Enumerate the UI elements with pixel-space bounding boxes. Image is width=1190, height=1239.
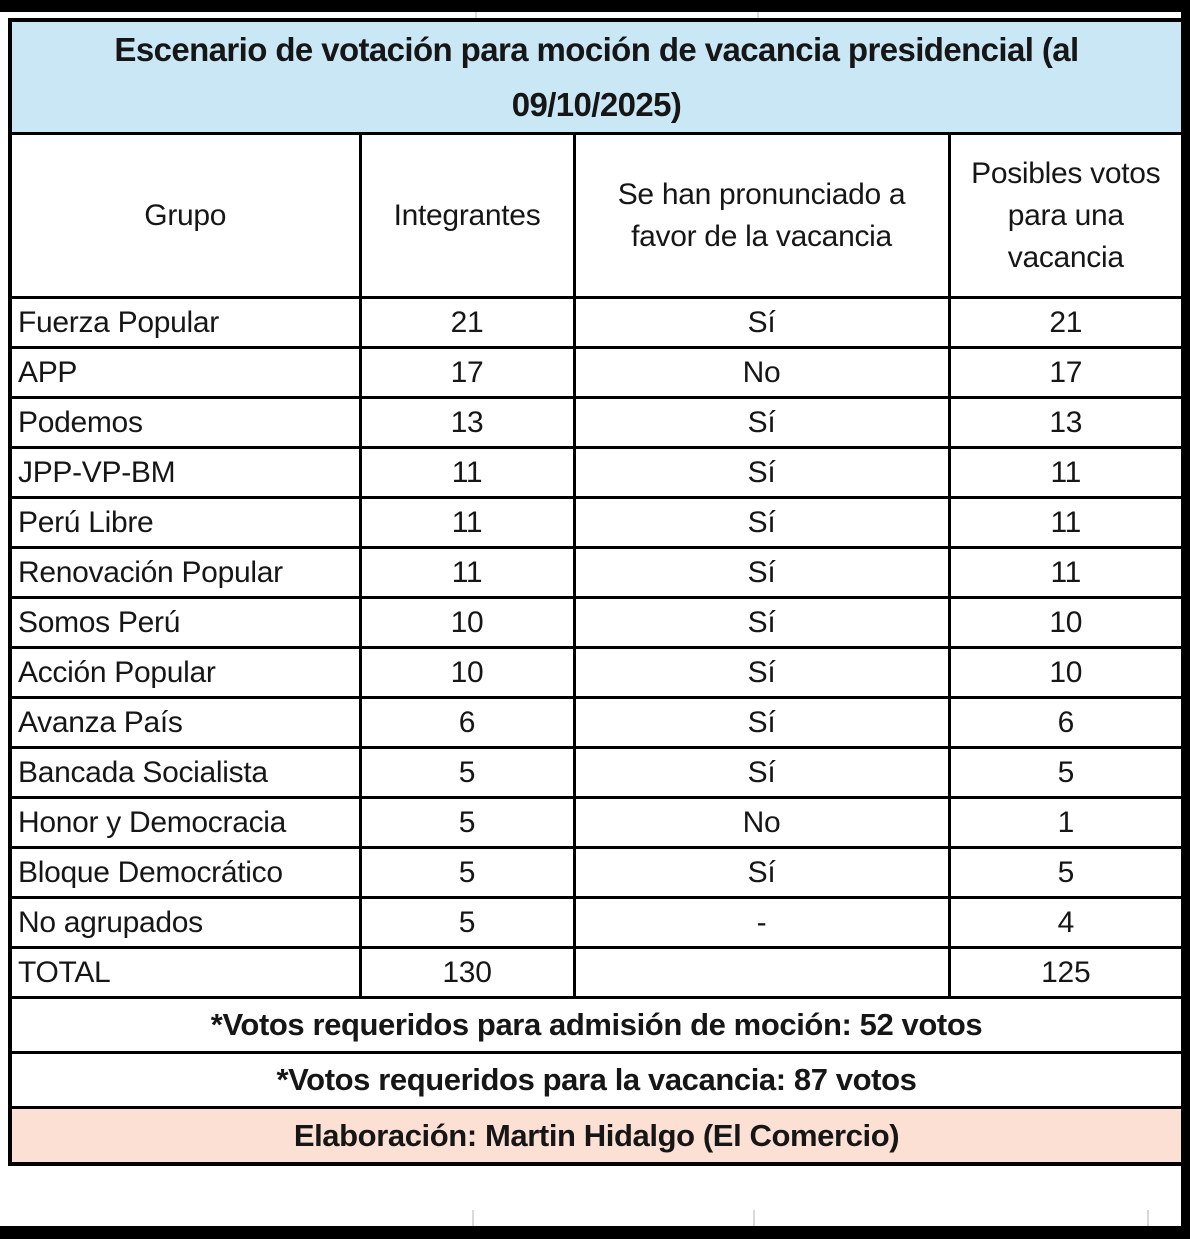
cell-pronunciado: Sí <box>574 748 949 798</box>
table-row <box>10 848 1183 898</box>
cell-grupo: Honor y Democracia <box>10 798 360 848</box>
cell-pronunciado: Sí <box>574 698 949 748</box>
cell-posibles: 10 <box>949 648 1183 698</box>
cell-grupo: Perú Libre <box>10 498 360 548</box>
table-row <box>10 448 1183 498</box>
cell-grupo: TOTAL <box>10 948 360 998</box>
cell-pronunciado: Sí <box>574 498 949 548</box>
table-row <box>10 698 1183 748</box>
gridline <box>472 1210 474 1226</box>
table-row <box>10 898 1183 948</box>
cell-pronunciado: No <box>574 348 949 398</box>
table-title <box>10 20 1183 134</box>
cell-integrantes: 5 <box>360 798 574 848</box>
spreadsheet-area <box>0 12 1181 1226</box>
cell-integrantes: 11 <box>360 548 574 598</box>
col-header-grupo: Grupo <box>10 134 360 298</box>
cell-grupo: Bloque Democrático <box>10 848 360 898</box>
cell-posibles: 5 <box>949 748 1183 798</box>
table-row <box>10 748 1183 798</box>
gridline <box>753 1210 755 1226</box>
col-header-posibles: Posibles votos para una vacancia <box>949 134 1183 298</box>
table-title-line1: Escenario de votación para moción de vacancia presidencial (al <box>114 31 1079 68</box>
cell-grupo: Bancada Socialista <box>10 748 360 798</box>
table-row <box>10 798 1183 848</box>
cell-grupo: APP <box>10 348 360 398</box>
table-title-row <box>10 20 1183 134</box>
cell-integrantes: 17 <box>360 348 574 398</box>
cell-pronunciado: Sí <box>574 398 949 448</box>
cell-pronunciado: No <box>574 798 949 848</box>
cell-posibles: 13 <box>949 398 1183 448</box>
cell-posibles: 10 <box>949 598 1183 648</box>
credit-line: Elaboración: Martin Hidalgo (El Comercio) <box>10 1108 1183 1165</box>
cell-integrantes: 13 <box>360 398 574 448</box>
cell-pronunciado: Sí <box>574 598 949 648</box>
note-row-vacancy <box>10 1053 1183 1108</box>
cell-integrantes: 5 <box>360 848 574 898</box>
cell-grupo: Acción Popular <box>10 648 360 698</box>
note-row-admission <box>10 998 1183 1053</box>
cell-posibles: 11 <box>949 448 1183 498</box>
table-row <box>10 398 1183 448</box>
cell-pronunciado <box>574 948 949 998</box>
cell-posibles: 6 <box>949 698 1183 748</box>
cell-integrantes: 5 <box>360 748 574 798</box>
gridline <box>1147 1210 1149 1226</box>
cell-pronunciado: Sí <box>574 848 949 898</box>
cell-pronunciado: Sí <box>574 298 949 348</box>
cell-integrantes: 6 <box>360 698 574 748</box>
cell-posibles: 5 <box>949 848 1183 898</box>
credit-row <box>10 1108 1183 1165</box>
cell-posibles: 11 <box>949 498 1183 548</box>
total-row <box>10 948 1183 998</box>
cell-grupo: Fuerza Popular <box>10 298 360 348</box>
cell-posibles: 21 <box>949 298 1183 348</box>
cell-pronunciado: Sí <box>574 448 949 498</box>
cell-grupo: Renovación Popular <box>10 548 360 598</box>
cell-posibles: 11 <box>949 548 1183 598</box>
cell-integrantes: 130 <box>360 948 574 998</box>
cell-pronunciado: Sí <box>574 648 949 698</box>
col-header-integrantes: Integrantes <box>360 134 574 298</box>
col-header-pronunciado: Se han pronunciado a favor de la vacancia <box>574 134 949 298</box>
cell-integrantes: 10 <box>360 598 574 648</box>
table-row <box>10 498 1183 548</box>
cell-integrantes: 21 <box>360 298 574 348</box>
cell-posibles: 1 <box>949 798 1183 848</box>
column-header-row <box>10 134 1183 298</box>
cell-posibles: 17 <box>949 348 1183 398</box>
cell-grupo: No agrupados <box>10 898 360 948</box>
cell-pronunciado: - <box>574 898 949 948</box>
cell-integrantes: 10 <box>360 648 574 698</box>
vacancy-vote-table <box>8 18 1185 1166</box>
cell-integrantes: 11 <box>360 498 574 548</box>
table-row <box>10 298 1183 348</box>
cell-posibles: 4 <box>949 898 1183 948</box>
cell-grupo: Podemos <box>10 398 360 448</box>
table-row <box>10 598 1183 648</box>
cell-posibles: 125 <box>949 948 1183 998</box>
note-vacancy: *Votos requeridos para la vacancia: 87 votos <box>10 1053 1183 1108</box>
table-row <box>10 548 1183 598</box>
cell-integrantes: 11 <box>360 448 574 498</box>
note-admission: *Votos requeridos para admisión de moción: 52 votos <box>10 998 1183 1053</box>
cell-integrantes: 5 <box>360 898 574 948</box>
cell-grupo: Avanza País <box>10 698 360 748</box>
table-title-line2: 09/10/2025) <box>511 86 682 123</box>
cell-grupo: Somos Perú <box>10 598 360 648</box>
table-row <box>10 648 1183 698</box>
table-row <box>10 348 1183 398</box>
cell-pronunciado: Sí <box>574 548 949 598</box>
cell-grupo: JPP-VP-BM <box>10 448 360 498</box>
